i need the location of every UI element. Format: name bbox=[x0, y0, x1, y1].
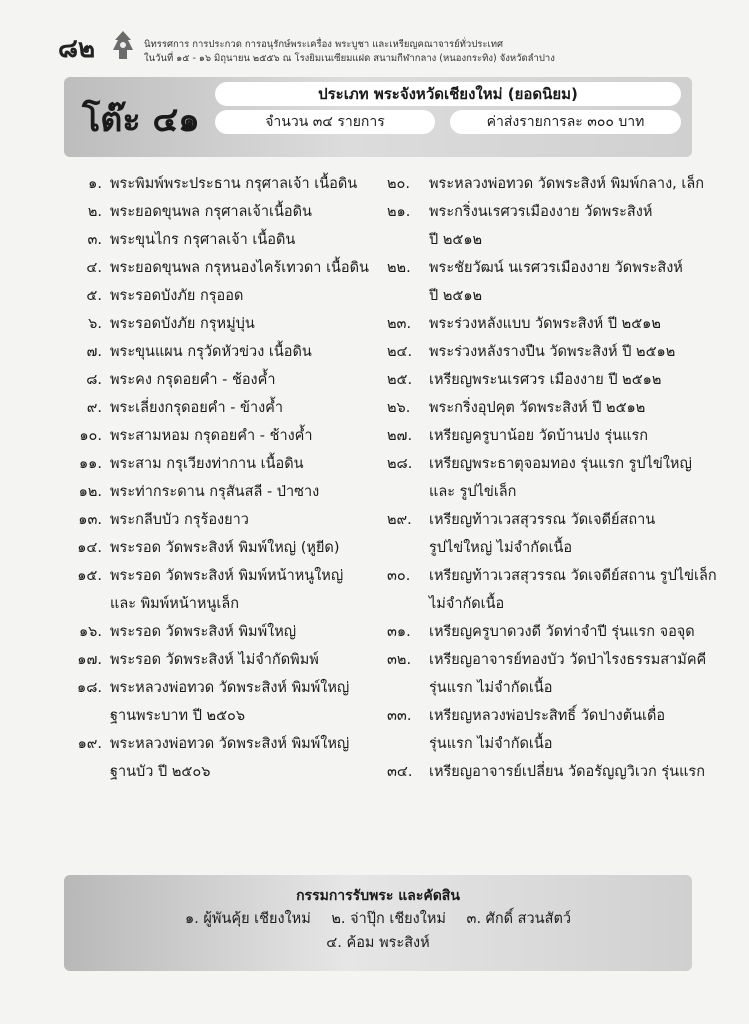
list-item bbox=[387, 562, 717, 590]
item-number: ๒๐. bbox=[387, 176, 411, 192]
item-text: เหรียญพระธาตุจอมทอง รุ่นแรก รูปไข่ใหญ่ bbox=[429, 456, 692, 472]
item-text-continued: ฐานบัว ปี ๒๕๐๖ bbox=[110, 764, 211, 780]
list-item bbox=[387, 254, 717, 282]
item-text-continued: รุ่นแรก ไม่จำกัดเนื้อ bbox=[429, 736, 553, 752]
item-text: เหรียญท้าวเวสสุวรรณ วัดเจดีย์สถาน bbox=[429, 512, 656, 528]
item-text: พระรอดบังภัย กรุหมู่บุ่น bbox=[110, 316, 255, 332]
list-item bbox=[387, 758, 717, 786]
committee-members-row-2 bbox=[64, 931, 692, 955]
item-number: ๗. bbox=[86, 344, 102, 360]
committee-title: กรรมการรับพระ และคัดสิน bbox=[296, 888, 460, 904]
item-text: พระกริ่งนเรศวรเมืองงาย วัดพระสิงห์ bbox=[429, 204, 653, 220]
list-item bbox=[387, 198, 717, 226]
item-text-continued: ปี ๒๕๑๒ bbox=[429, 232, 483, 248]
item-text: พระยอดขุนพล กรุหนองไคร้เทวดา เนื้อดิน bbox=[110, 260, 369, 276]
item-number: ๒. bbox=[87, 204, 102, 220]
list-item bbox=[387, 338, 717, 366]
list-item bbox=[387, 618, 717, 646]
item-number: ๒๔. bbox=[387, 344, 413, 360]
list-item bbox=[70, 226, 390, 254]
list-item bbox=[387, 646, 717, 674]
list-item bbox=[70, 422, 390, 450]
item-text: พระสามหอม กรุดอยคำ - ช้างค้ำ bbox=[110, 428, 313, 444]
item-text: พระสาม กรุเวียงท่ากาน เนื้อดิน bbox=[110, 456, 304, 472]
table-number: โต๊ะ ๔๑ bbox=[82, 100, 200, 140]
page-number: ๘๒ bbox=[58, 34, 96, 64]
list-item bbox=[70, 170, 390, 198]
item-number: ๒๗. bbox=[387, 428, 413, 444]
list-item bbox=[70, 730, 390, 758]
item-number: ๒๕. bbox=[387, 372, 413, 388]
item-text: พระรอด วัดพระสิงห์ พิมพ์หน้าหนูใหญ่ bbox=[110, 568, 344, 584]
committee-member: ๔. ค้อม พระสิงห์ bbox=[326, 935, 430, 951]
entry-fee: ค่าส่งรายการละ ๓๐๐ บาท bbox=[450, 110, 681, 134]
item-text: พระร่วงหลังรางปืน วัดพระสิงห์ ปี ๒๕๑๒ bbox=[429, 344, 676, 360]
item-text: พระชัยวัฒน์ นเรศวรเมืองงาย วัดพระสิงห์ bbox=[429, 260, 683, 276]
item-number: ๑. bbox=[88, 176, 102, 192]
list-item bbox=[70, 478, 390, 506]
item-text-continued: ฐานพระบาท ปี ๒๕๐๖ bbox=[110, 708, 246, 724]
item-number: ๑๓. bbox=[78, 512, 102, 528]
item-number: ๘. bbox=[86, 372, 102, 388]
item-list-right bbox=[387, 170, 717, 786]
list-item bbox=[70, 394, 390, 422]
list-item bbox=[387, 394, 717, 422]
item-text: เหรียญหลวงพ่อประสิทธิ์ วัดปางต้นเดื่อ bbox=[429, 708, 666, 724]
item-text: พระกลีบบัว กรุร้องยาว bbox=[110, 512, 249, 528]
item-number: ๒๖. bbox=[387, 400, 411, 416]
item-text: พระรอดบังภัย กรุออด bbox=[110, 288, 244, 304]
header-event-title: นิทรรศการ การประกวด การอนุรักษ์พระเครื่อง พระบูชา และเหรียญคณาจารย์ทั่วประเทศ bbox=[144, 39, 504, 50]
item-number: ๒๒. bbox=[387, 260, 411, 276]
committee-members-row-1 bbox=[64, 907, 692, 931]
item-text: เหรียญพระนเรศวร เมืองงาย ปี ๒๕๑๒ bbox=[429, 372, 662, 388]
item-number: ๓๐. bbox=[387, 568, 411, 584]
item-number: ๑๑. bbox=[78, 456, 102, 472]
item-text: เหรียญท้าวเวสสุวรรณ วัดเจดีย์สถาน รูปไข่เล็ก bbox=[429, 568, 717, 584]
item-text: พระรอด วัดพระสิงห์ พิมพ์ใหญ่ bbox=[110, 624, 297, 640]
event-emblem-icon bbox=[112, 30, 134, 60]
item-text: เหรียญครูบาน้อย วัดบ้านปง รุ่นแรก bbox=[429, 428, 649, 444]
item-text: พระเลี่ยงกรุดอยคำ - ข้างค้ำ bbox=[110, 400, 284, 416]
category-title: ประเภท พระจังหวัดเชียงใหม่ (ยอดนิยม) bbox=[215, 82, 681, 106]
list-item bbox=[387, 422, 717, 450]
item-number: ๑๐. bbox=[79, 428, 102, 444]
list-item bbox=[387, 450, 717, 478]
item-text: พระคง กรุดอยคำ - ช้องค้ำ bbox=[110, 372, 276, 388]
list-item bbox=[70, 506, 390, 534]
item-text-continued: และ พิมพ์หน้าหนูเล็ก bbox=[110, 596, 240, 612]
item-text: พระหลวงพ่อทวด วัดพระสิงห์ พิมพ์ใหญ่ bbox=[110, 680, 350, 696]
list-item bbox=[387, 170, 717, 198]
item-text: เหรียญอาจารย์เปลี่ยน วัดอรัญญวิเวก รุ่นแรก bbox=[429, 764, 705, 780]
item-number: ๔. bbox=[86, 260, 102, 276]
item-text-continued: รูปไข่ใหญ่ ไม่จำกัดเนื้อ bbox=[429, 540, 573, 556]
item-number: ๓๒. bbox=[387, 652, 412, 668]
item-text: พระร่วงหลังแบบ วัดพระสิงห์ ปี ๒๕๑๒ bbox=[429, 316, 661, 332]
committee-panel bbox=[64, 875, 692, 971]
list-item bbox=[70, 198, 390, 226]
list-item bbox=[70, 674, 390, 702]
item-number: ๑๘. bbox=[77, 680, 102, 696]
item-count: จำนวน ๓๔ รายการ bbox=[215, 110, 435, 134]
item-text-continued: รุ่นแรก ไม่จำกัดเนื้อ bbox=[429, 680, 553, 696]
item-text: พระรอด วัดพระสิงห์ ไม่จำกัดพิมพ์ bbox=[110, 652, 319, 668]
item-number: ๑๖. bbox=[78, 624, 102, 640]
list-item bbox=[387, 310, 717, 338]
list-item bbox=[70, 646, 390, 674]
list-item bbox=[70, 254, 390, 282]
committee-member: ๒. จ่าปุ๊ก เชียงใหม่ bbox=[331, 911, 446, 927]
item-number: ๒๓. bbox=[387, 316, 412, 332]
item-text: เหรียญครูบาดวงดี วัดท่าจำปี รุ่นแรก จอจุด bbox=[429, 624, 695, 640]
item-text-continued: และ รูปไข่เล็ก bbox=[429, 484, 517, 500]
list-item bbox=[70, 534, 390, 562]
list-item bbox=[70, 338, 390, 366]
item-number: ๕. bbox=[86, 288, 102, 304]
item-text: พระหลวงพ่อทวด วัดพระสิงห์ พิมพ์กลาง, เล็ก bbox=[429, 176, 704, 192]
item-number: ๓๓. bbox=[387, 708, 412, 724]
item-text: พระกริ่งอุปคุต วัดพระสิงห์ ปี ๒๕๑๒ bbox=[429, 400, 646, 416]
list-item bbox=[387, 366, 717, 394]
list-item bbox=[70, 450, 390, 478]
item-text: พระยอดขุนพล กรุศาลเจ้าเนื้อดิน bbox=[110, 204, 312, 220]
item-number: ๓. bbox=[87, 232, 102, 248]
item-number: ๓๑. bbox=[387, 624, 411, 640]
item-text: พระขุนแผน กรุวัดหัวข่วง เนื้อดิน bbox=[110, 344, 312, 360]
list-item bbox=[387, 506, 717, 534]
list-item bbox=[70, 310, 390, 338]
committee-member: ๑. ผู้พันคุ้ย เชียงใหม่ bbox=[184, 911, 311, 927]
item-text: พระพิมพ์พระประธาน กรุศาลเจ้า เนื้อดิน bbox=[110, 176, 358, 192]
item-text-continued: ปี ๒๕๑๒ bbox=[429, 288, 483, 304]
header-event-date-venue: ในวันที่ ๑๕ - ๑๖ มิถุนายน ๒๕๕๖ ณ โรงยิมเนเซียมแฝด สนามกีฬากลาง (หนองกระทิง) จังหวัดลำปาง bbox=[144, 53, 555, 64]
list-item bbox=[387, 702, 717, 730]
item-list-left bbox=[70, 170, 390, 786]
item-number: ๑๕. bbox=[77, 568, 102, 584]
item-number: ๒๑. bbox=[387, 204, 411, 220]
item-text: พระท่ากระดาน กรุสันสลี - ป่าซาง bbox=[110, 484, 320, 500]
item-text: เหรียญอาจารย์ทองบัว วัดป่าไรงธรรมสามัคคี bbox=[429, 652, 707, 668]
item-text: พระรอด วัดพระสิงห์ พิมพ์ใหญ่ (หูยีด) bbox=[110, 540, 340, 556]
item-text-continued: ไม่จำกัดเนื้อ bbox=[429, 596, 505, 612]
item-number: ๒๙. bbox=[387, 512, 412, 528]
item-number: ๒๘. bbox=[387, 456, 413, 472]
list-item bbox=[70, 618, 390, 646]
item-number: ๑๗. bbox=[77, 652, 102, 668]
item-number: ๙. bbox=[86, 400, 102, 416]
list-item bbox=[70, 562, 390, 590]
item-number: ๑๙. bbox=[77, 736, 102, 752]
item-text: พระหลวงพ่อทวด วัดพระสิงห์ พิมพ์ใหญ่ bbox=[110, 736, 350, 752]
item-number: ๑๔. bbox=[77, 540, 102, 556]
committee-member: ๓. ศักดิ์ สวนสัตว์ bbox=[466, 911, 571, 927]
item-number: ๑๒. bbox=[78, 484, 102, 500]
item-text: พระขุนไกร กรุศาลเจ้า เนื้อดิน bbox=[110, 232, 296, 248]
item-number: ๖. bbox=[88, 316, 102, 332]
item-number: ๓๔. bbox=[387, 764, 413, 780]
list-item bbox=[70, 366, 390, 394]
list-item bbox=[70, 282, 390, 310]
